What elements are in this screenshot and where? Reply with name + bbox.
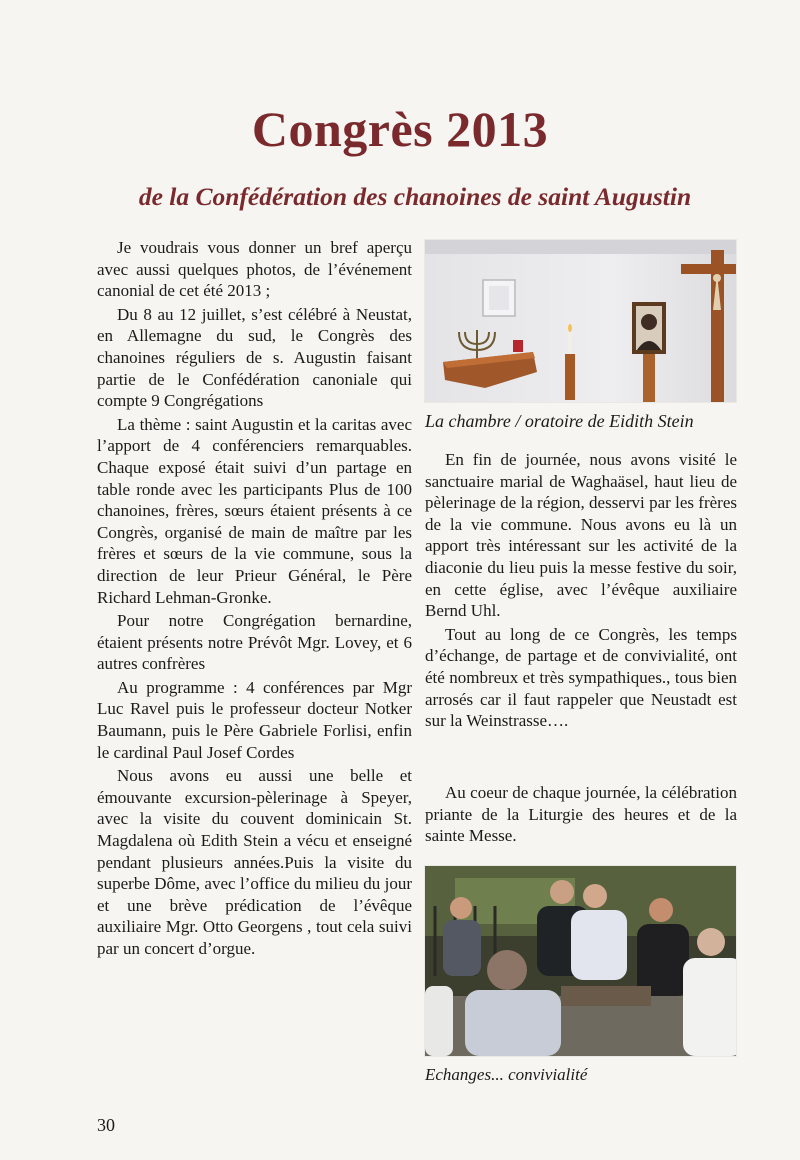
oratory-photo [425, 240, 736, 402]
right-column [425, 449, 737, 734]
paragraph: Nous avons eu aussi une belle et émouvante excursion-pèlerinage à Speyer, avec la visite du couvent dominicain St. Magdalena où Edith Stein a vécu et enseigné pendant plusieurs années.Puis la visite du superbe Dôme, avec l’office du milieu du jour et une brève prédication de l’évêque auxiliaire Mgr. Otto Georgens , tout cela suivi par un concert d’orgue. [97, 766, 412, 958]
paragraph: Au coeur de chaque journée, la célébration priante de la Liturgie des heures et de la sainte Messe. [425, 783, 737, 846]
paragraph: La thème : saint Augustin et la caritas avec l’apport de 4 conférenciers remarquables. Chaque exposé était suivi d’un partage en table ronde avec les participants Plus de 100 chanoines, frères, sœurs étaient présents à ce Congrès, organisé de main de maître par les frères et sœurs de la vie commune, sous la direction de leur Prieur Général, le Père Richard Lehman-Gronke. [97, 414, 412, 607]
paragraph: Du 8 au 12 juillet, s’est célébré à Neustat, en Allemagne du sud, le Congrès des chanoines réguliers de s. Augustin faisant partie de le Confédération canoniale qui compte 9 Congrégations [97, 304, 412, 411]
paragraph: Tout au long de ce Congrès, les temps d’échange, de partage et de convivialité, ont été nombreux et très sympathiques., tous bien arrosés car il faut rappeler que Neustadt est sur la Weinstrasse…. [425, 624, 737, 731]
page-subtitle: de la Confédération des chanoines de saint Augustin [138, 182, 692, 211]
conviviality-photo-caption: Echanges... convivialité [425, 1065, 588, 1084]
paragraph: Pour notre Congrégation bernardine, étaient présents notre Prévôt Mgr. Lovey, et 6 autres confrères [97, 611, 412, 674]
page-title: Congrès 2013 [251, 101, 549, 157]
paragraph: En fin de journée, nous avons visité le sanctuaire marial de Waghaäsel, haut lieu de pèlerinage de la région, desservi par les frères de la vie commune. Nous avons eu là un apport très intéressant sur les activité de la diaconie du lieu puis la messe festive du soir, en cette église, avec l’évêque auxiliaire Bernd Uhl. [425, 450, 737, 621]
paragraph: Je voudrais vous donner un bref aperçu avec aussi quelques photos, de l’événement canonial de cet été 2013 ; [97, 238, 412, 301]
page-number: 30 [97, 1115, 115, 1135]
oratory-photo-caption: La chambre / oratoire de Eidith Stein [425, 411, 694, 431]
paragraph: Au programme : 4 conférences par Mgr Luc Ravel puis le professeur docteur Notker Baumann, puis le Père Gabriele Forlisi, enfin le cardinal Paul Josef Cordes [97, 677, 412, 762]
left-column [97, 237, 412, 962]
right-column-continued [425, 782, 737, 849]
conviviality-photo [425, 866, 736, 1056]
